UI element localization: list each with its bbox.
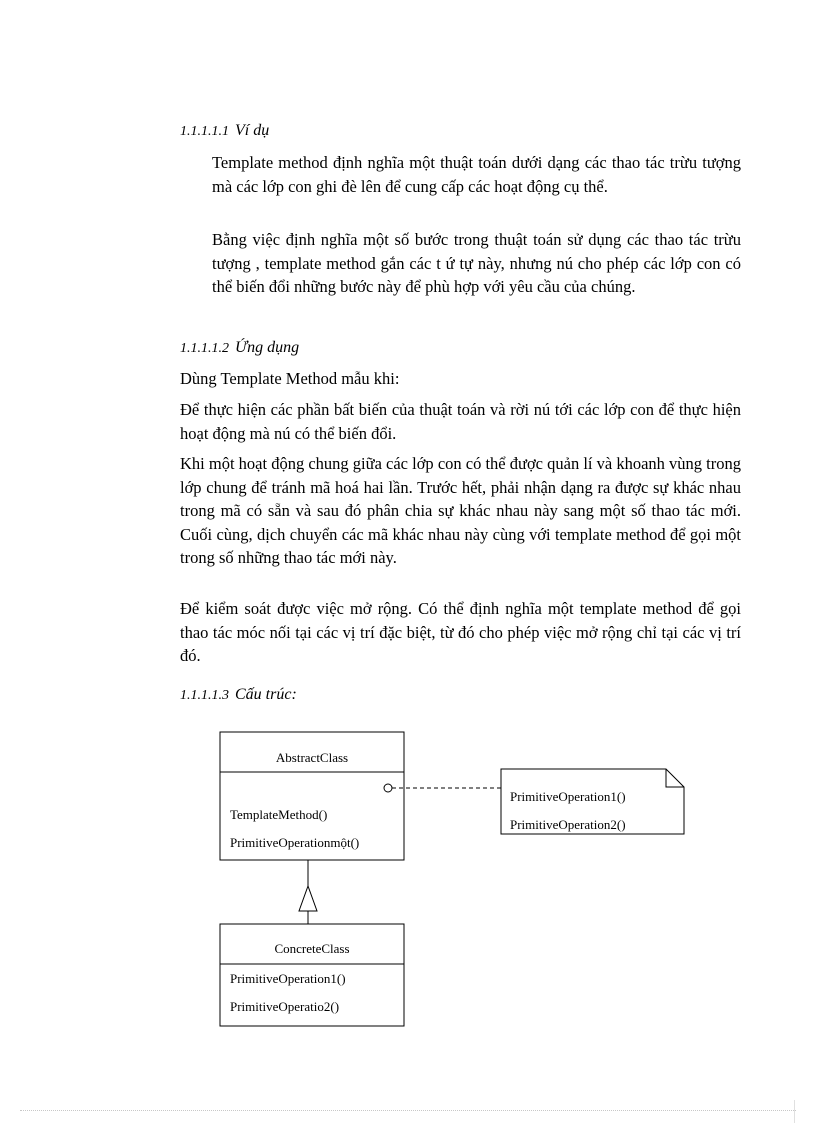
abstract-class-name: AbstractClass [275, 750, 349, 765]
section-number: 1.1.1.1.3 [180, 688, 229, 703]
page-footer-divider [20, 1110, 796, 1111]
abstract-class-operation: TemplateMethod() [230, 807, 328, 822]
usage-paragraph-3: Để kiểm soát được việc mở rộng. Có thể định nghĩa một template method để gọi thao tác móc nối tại các vị trí đặc biệt, từ đó cho phép việc mở rộng chỉ tại các vị trí đó. [180, 599, 741, 665]
note-line: PrimitiveOperation1() [510, 789, 626, 804]
usage-intro: Dùng Template Method mẫu khi: [180, 369, 400, 388]
section-number: 1.1.1.1.1 [180, 124, 229, 139]
section-title: Cấu trúc: [235, 686, 297, 703]
note-line: PrimitiveOperation2() [510, 817, 626, 832]
section-number: 1.1.1.1.2 [180, 341, 229, 356]
example-paragraph-1: Template method định nghĩa một thuật toán dưới dạng các thao tác trừu tượng mà các lớp con ghi đè lên để cung cấp các hoạt động cụ thể. [212, 153, 741, 196]
example-paragraph-2: Bằng việc định nghĩa một số bước trong thuật toán sử dụng các thao tác trừu tượng , template method gắn các t ứ tự này, nhưng nú cho phép các lớp con có thể biến đổi những bước này để phù hợp với yêu cầu của chúng. [212, 230, 741, 296]
page-edge-line [794, 1100, 795, 1123]
inheritance-arrowhead [299, 886, 317, 911]
usage-paragraph-2: Khi một hoạt động chung giữa các lớp con có thể được quản lí và khoanh vùng trong lớp chung để tránh mã hoá hai lần. Trước hết, phải nhận dạng ra được sự khác nhau trong mã có sẵn và sau đó phân chia sự khác nhau này sang một số thao tác mới. Cuối cùng, dịch chuyển các mã khác nhau này cùng với template method để gọi một trong số những thao tác mới này. [180, 454, 741, 567]
section-title: Ví dụ [235, 122, 270, 139]
concrete-class-operation: PrimitiveOperation1() [230, 971, 346, 986]
concrete-class-name: ConcreteClass [274, 941, 350, 956]
concrete-class-operation: PrimitiveOperatio2() [230, 999, 340, 1014]
usage-paragraph-1: Để thực hiện các phần bất biến của thuật toán và rời nú tới các lớp con để thực hiện hoạt động mà nú có thể biến đổi. [180, 400, 741, 443]
abstract-class-operation: PrimitiveOperationmột() [230, 835, 360, 850]
section-title: Ứng dụng [235, 339, 300, 356]
note-anchor-circle [384, 784, 392, 792]
